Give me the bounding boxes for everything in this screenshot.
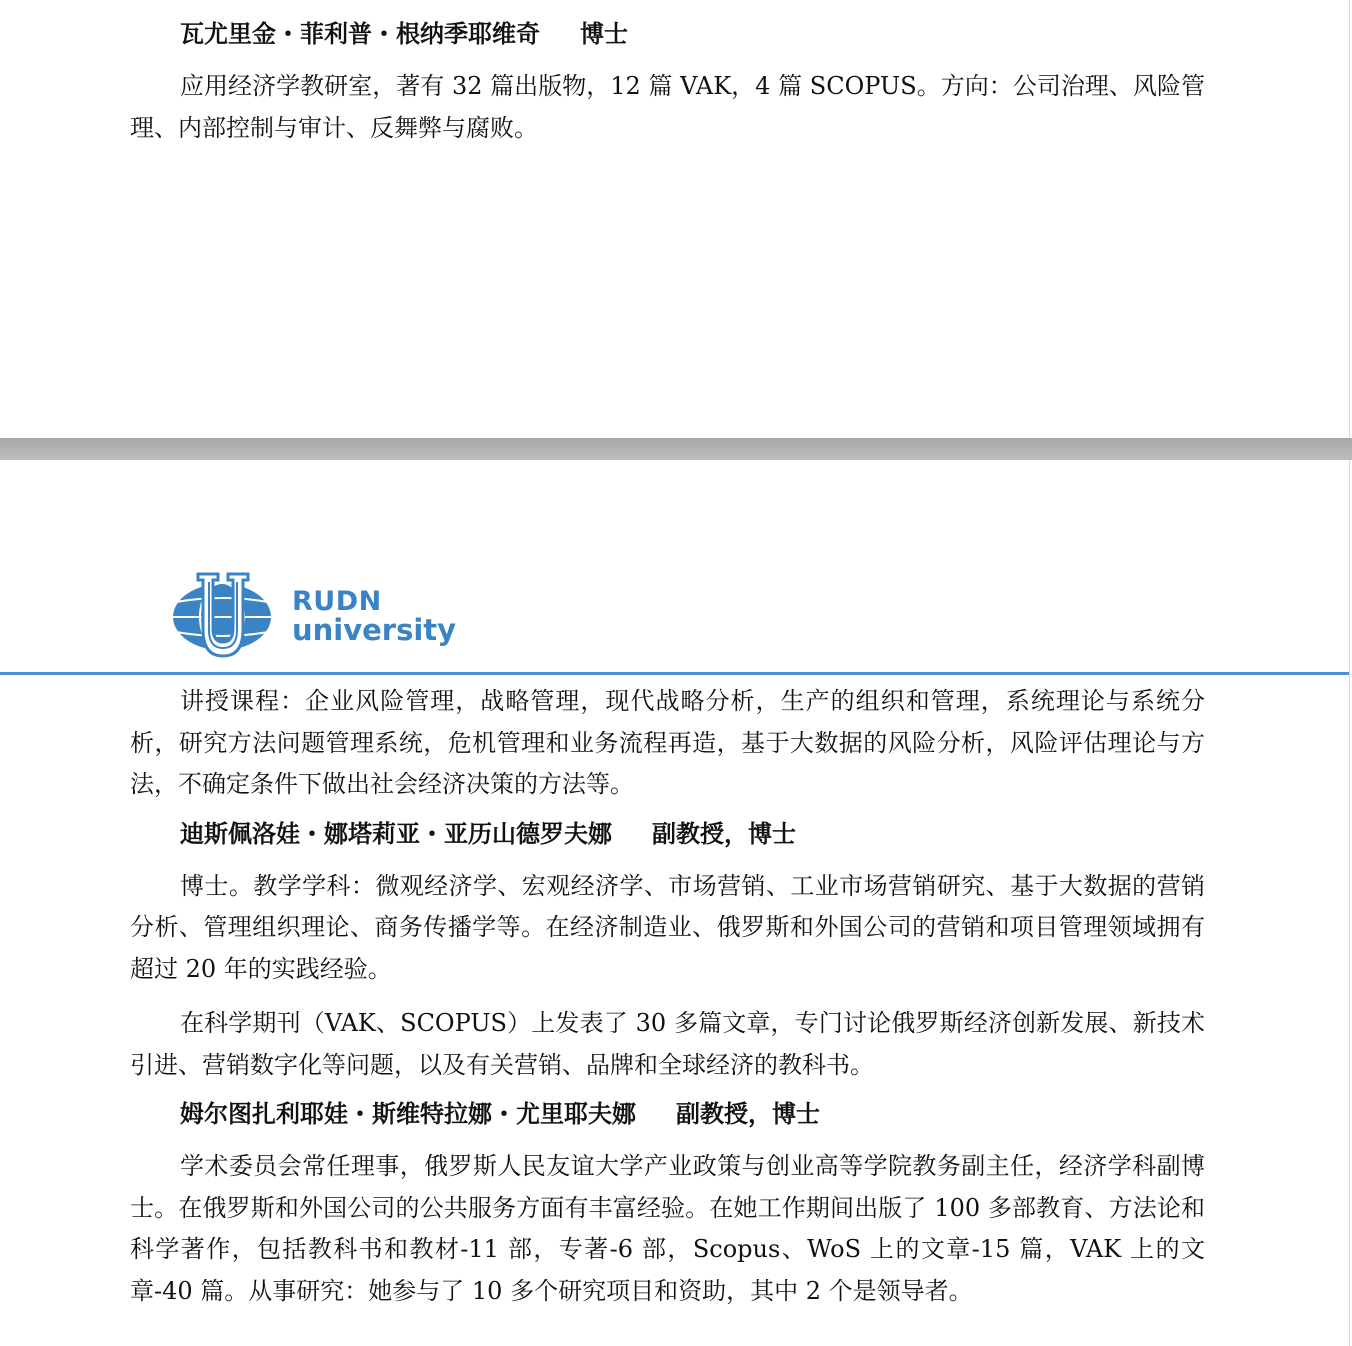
person3-title: 副教授，博士 bbox=[676, 1099, 820, 1128]
rudn-logo bbox=[168, 572, 468, 660]
person2-heading bbox=[130, 816, 1205, 852]
person-heading bbox=[130, 16, 1205, 52]
person3-name: 姆尔图扎利耶娃・斯维特拉娜・尤里耶夫娜 bbox=[180, 1099, 636, 1128]
person-bio: 应用经济学教研室，著有 32 篇出版物，12 篇 VAK，4 篇 SCOPUS。方向：公司治理、风险管理、内部控制与审计、反舞弊与腐败。 bbox=[130, 72, 1205, 142]
person2-name: 迪斯佩洛娃・娜塔莉亚・亚历山德罗夫娜 bbox=[180, 818, 612, 848]
person2-bio-1: 博士。教学学科：微观经济学、宏观经济学、市场营销、工业市场营销研究、基于大数据的营销分析、管理组织理论、商务传播学等。在经济制造业、俄罗斯和外国公司的营销和项目管理领域拥有超过 20 年的实践经验。 bbox=[130, 871, 1205, 983]
logo-line1: RUDN bbox=[292, 586, 382, 617]
page-separator bbox=[0, 438, 1352, 460]
rudn-globe-icon bbox=[168, 572, 278, 660]
page1-content bbox=[130, 16, 1205, 149]
person-name: 瓦尤里金・菲利普・根纳季耶维奇 bbox=[180, 19, 540, 48]
rudn-wordmark bbox=[292, 586, 457, 647]
person3-bio: 学术委员会常任理事，俄罗斯人民友谊大学产业政策与创业高等学院教务副主任，经济学科副博士。在俄罗斯和外国公司的公共服务方面有丰富经验。在她工作期间出版了 100 多部教育、方法论和科学著作，包括教科书和教材-11 部，专著-6 部，Scopus、WoS 上的文章-15 篇，VAK 上的文章-40 篇。从事研究：她参与了 10 多个研究项目和资助，其中 2 个是领导者。 bbox=[130, 1152, 1205, 1305]
person3-heading bbox=[130, 1096, 1205, 1132]
document-page-1 bbox=[0, 0, 1350, 438]
person2-bio-2: 在科学期刊（VAK、SCOPUS）上发表了 30 多篇文章，专门讨论俄罗斯经济创新发展、新技术引进、营销数字化等问题，以及有关营销、品牌和全球经济的教科书。 bbox=[130, 1009, 1205, 1079]
header-divider bbox=[0, 672, 1349, 675]
document-page-2 bbox=[0, 460, 1350, 1346]
logo-line2: university bbox=[292, 613, 457, 647]
person2-title: 副教授，博士 bbox=[652, 818, 796, 848]
person-title: 博士 bbox=[580, 19, 628, 48]
courses-paragraph: 讲授课程：企业风险管理，战略管理，现代战略分析，生产的组织和管理，系统理论与系统分析，研究方法问题管理系统，危机管理和业务流程再造，基于大数据的风险分析，风险评估理论与方法，不确定条件下做出社会经济决策的方法等。 bbox=[130, 687, 1205, 798]
page2-content bbox=[130, 681, 1205, 1312]
